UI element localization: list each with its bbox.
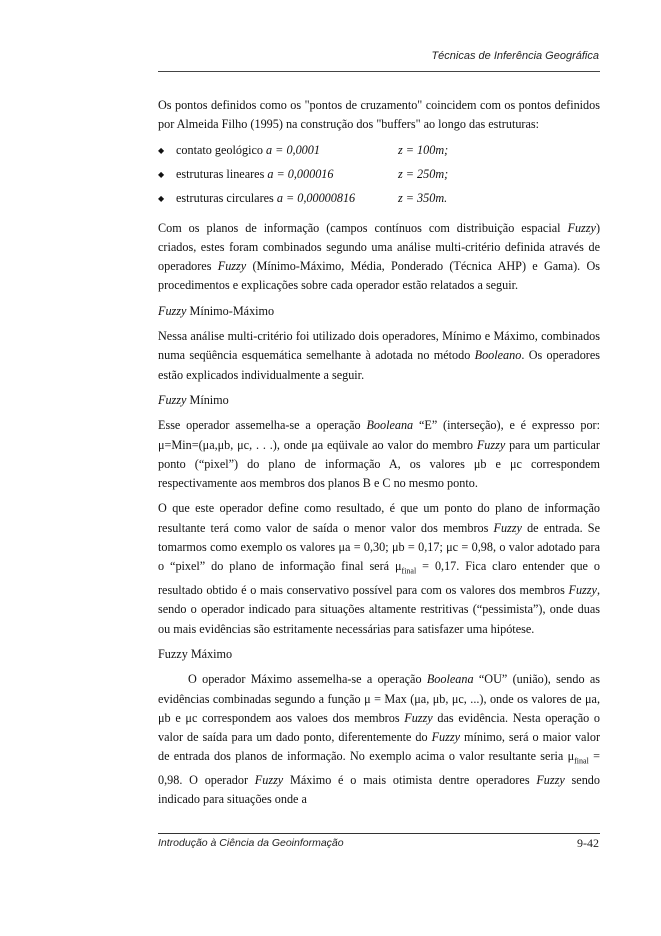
item-label: estruturas lineares	[176, 166, 265, 181]
running-header: Técnicas de Inferência Geográfica	[431, 50, 599, 62]
footer-title: Introdução à Ciência da Geoinformação	[158, 837, 344, 849]
item-a-value: a = 0,0001	[266, 142, 320, 157]
list-item	[158, 165, 600, 189]
structure-list	[158, 141, 600, 213]
planos-paragraph: Com os planos de informação (campos contínuos com distribuição espacial Fuzzy) criados, estes foram combinados segundo uma análise multi-critério definida através de operadores Fuzzy (Mínimo-Máximo, Média, Ponderado (Técnica AHP) e Gama). Os procedimentos e explicações sobre cada operador estão relatados a seguir.	[158, 220, 601, 293]
page-body	[158, 96, 600, 816]
item-a-value: a = 0,000016	[267, 166, 334, 181]
max-paragraph: O operador Máximo assemelha-se a operação Booleana “OU” (união), sendo as evidências combinadas segundo a função μ = Max (μa, μb, μc, ...), onde os valores de μa, μb e μc correspondem aos valoes dos membros Fuzzy das evidência. Nesta operação o valor de saída para um dado ponto, diferentemente do Fuzzy mínimo, será o maior valor de entrada dos planos de informação. No exemplo acima o valor resultante seria $\mu_{final} = 0,98$. O operador Fuzzy Máximo é o mais otimista dentre operadores Fuzzy sendo indicado para situações onde a	[158, 672, 601, 807]
item-z-value: z = 350m.	[398, 190, 448, 205]
intro-paragraph: Os pontos definidos como os "pontos de cruzamento" coincidem com os pontos definidos por Almeida Filho (1995) na construção dos "buffers" ao longo das estruturas:	[158, 98, 600, 132]
footer-rule	[158, 833, 600, 834]
list-item	[158, 189, 600, 213]
min-max-paragraph: Nessa análise multi-critério foi utilizado dois operadores, Mínimo e Máximo, combinados numa seqüência esquemática semelhante à adotada no método Booleano. Os operadores estão explicados individualmente a seguir.	[158, 329, 600, 382]
item-label: contato geológico	[176, 142, 263, 157]
header-rule	[158, 71, 600, 72]
min-paragraph-2: O que este operador define como resultado, é que um ponto do plano de informação resultante terá como valor de saída o menor valor dos membros Fuzzy de entrada. Se tomarmos como exemplo os valores μa = 0,30; μb = 0,17; μc = 0,98, o valor adotado para o “pixel” do plano de informação final será $\mu_{final} = 0,17$. Fica claro entender que o resultado obtido é o mais conservativo possível para com os valores dos membros Fuzzy, sendo o operador indicado para situações altamente restritivas (“pessimista”), onde duas ou mais evidências são estritamente necessárias para satisfazer uma hipótese.	[158, 501, 600, 636]
heading-min-max: Fuzzy Mínimo-Máximo	[158, 303, 275, 318]
item-z-value: z = 250m;	[398, 166, 449, 181]
page-number: 9-42	[577, 836, 599, 850]
item-z-value: z = 100m;	[398, 142, 449, 157]
min-paragraph-1: Esse operador assemelha-se a operação Booleana “E” (interseção), e é expresso por: μ=Min=(μa,μb, μc, . . .), onde μa eqüivale ao valor do membro Fuzzy para um particular ponto (“pixel”) do plano de informação A, os valores μb e μc correspondem respectivamente aos membros dos planos B e C no mesmo ponto.	[158, 418, 600, 491]
item-label: estruturas circulares	[176, 190, 274, 205]
heading-min: Fuzzy Mínimo	[158, 392, 229, 407]
heading-max: Fuzzy Máximo	[158, 646, 233, 661]
item-a-value: a = 0,00000816	[276, 190, 356, 205]
list-item	[158, 141, 600, 165]
